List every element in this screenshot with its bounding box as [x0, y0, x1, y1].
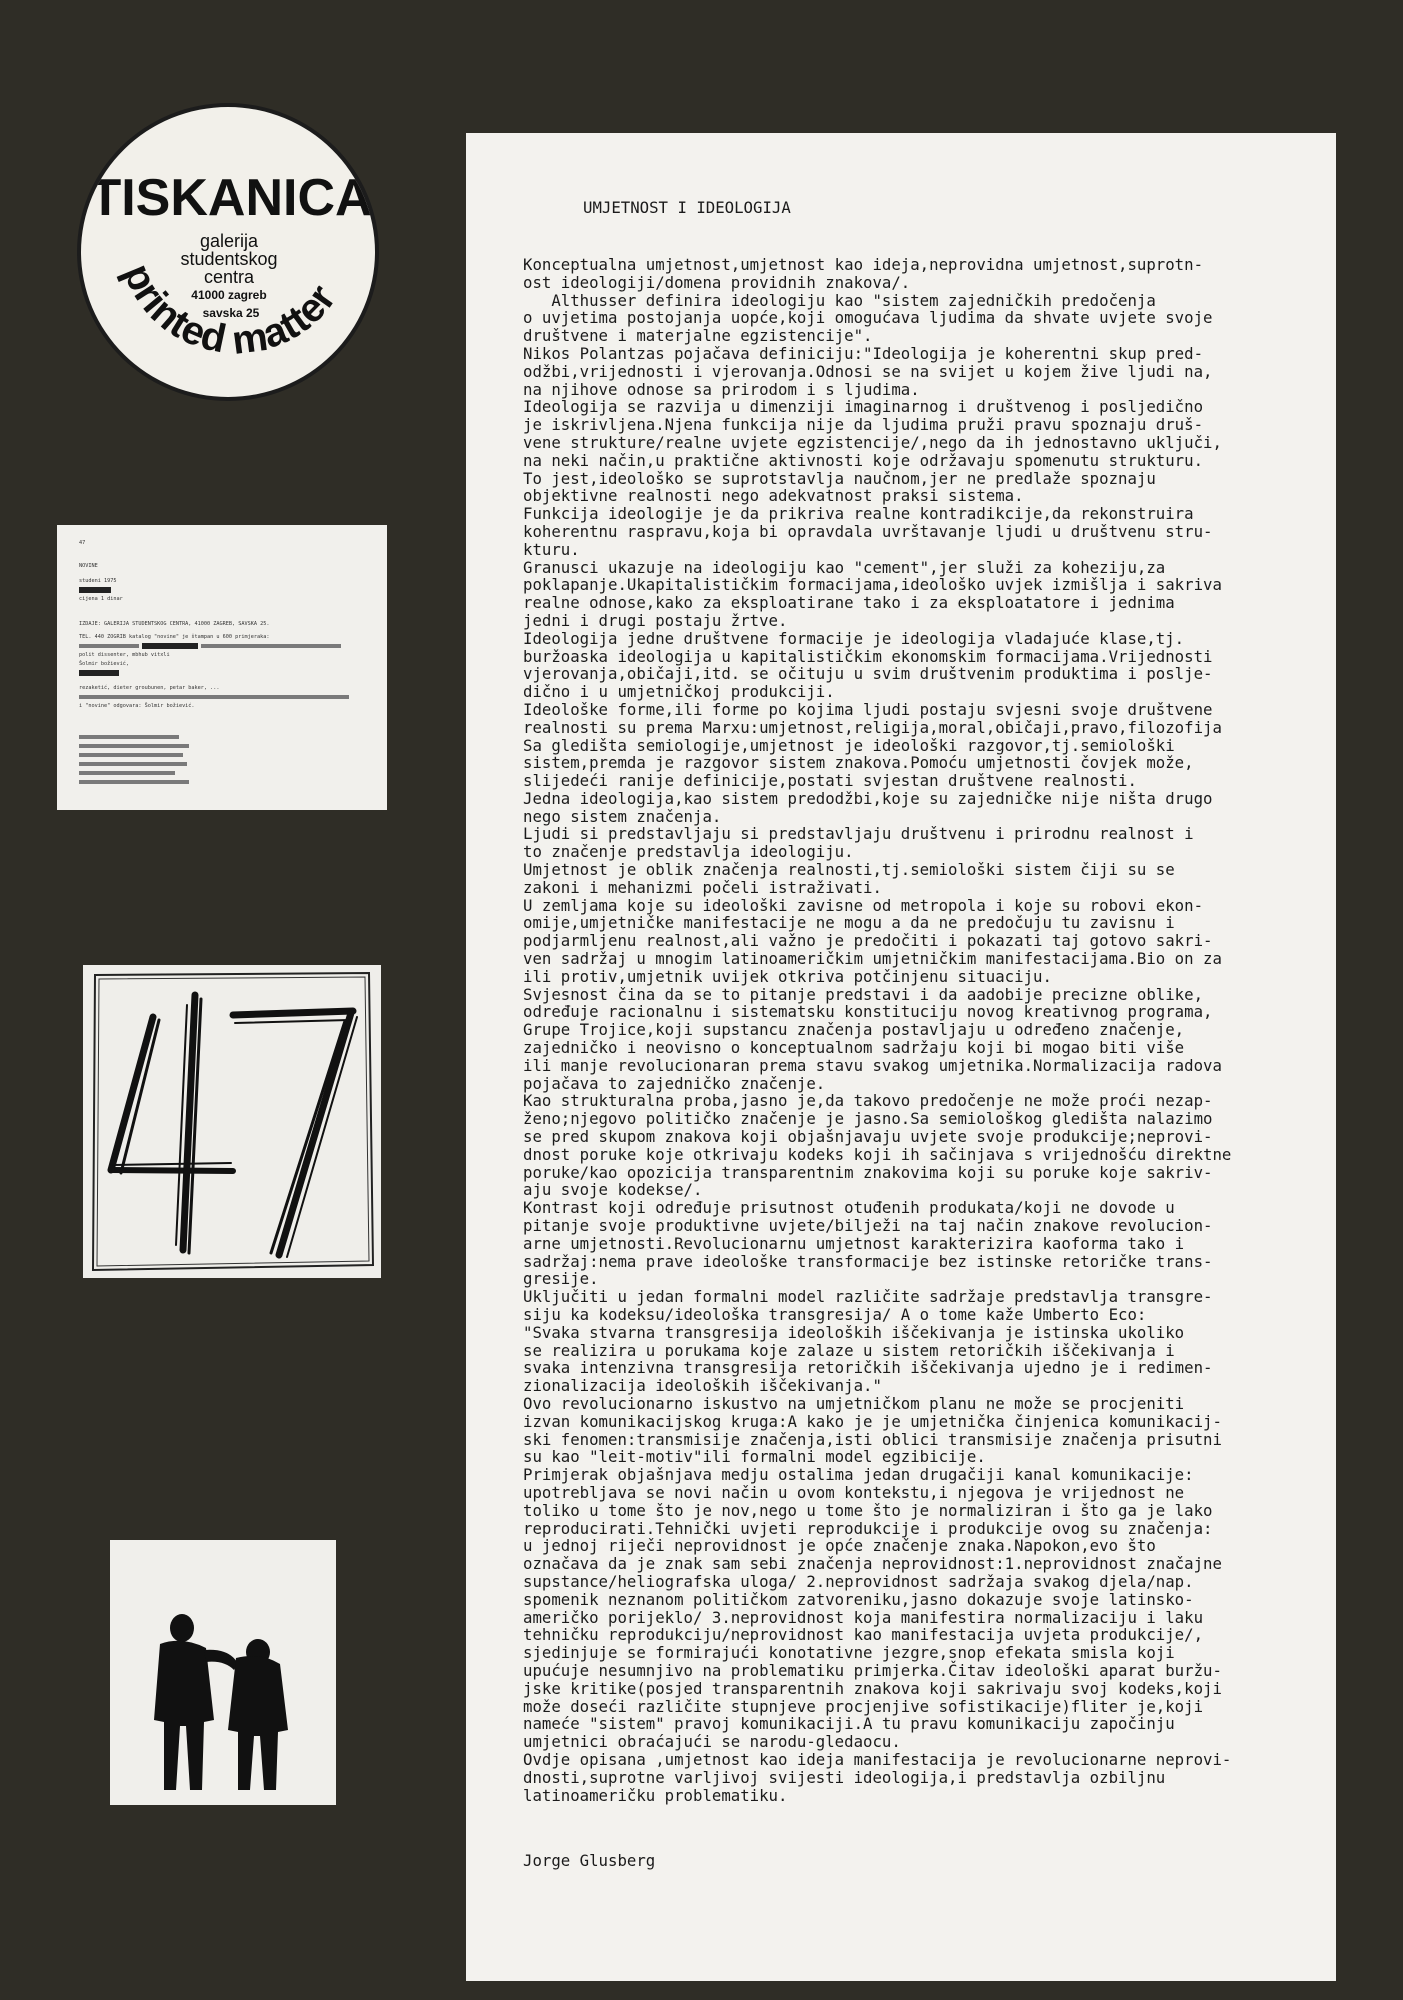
document-line: Sa gledišta semiologije,umjetnost je ideološki razgovor,tj.semiološki — [523, 735, 1175, 755]
document-line: se pred skupom znakova koji objašnjavaju uvjete svoje produkcije;neprovi- — [523, 1127, 1213, 1147]
two-figures-illustration — [110, 1540, 336, 1805]
document-line: upotrebljava se novi način u ovom kontekstu,i njegova je vrijednost ne — [523, 1482, 1185, 1502]
document-line: vene strukture/realne uvjete egzistencije/,nego da ih jednostavno uključi, — [523, 432, 1222, 452]
document-lines — [523, 256, 1323, 1804]
document-line: društvene i materjalne egzistencije". — [523, 326, 873, 346]
document-line: Ovo revolucionarno iskustvo na umjetničkom planu ne može se procjeniti — [523, 1393, 1185, 1413]
catalog-line: NOVINE — [79, 563, 98, 569]
stamp-gallery-line1: galerija — [199, 231, 259, 251]
document-line: jedni i drugi postaju žrtve. — [523, 610, 788, 630]
document-line: zakoni i mehanizmi počeli istraživati. — [523, 877, 882, 897]
issue-number-47 — [83, 965, 381, 1278]
document-line: omije,umjetničke manifestacije ne mogu a da ne predočuju tu zavisnu i — [523, 913, 1175, 933]
catalog-blurred-line — [79, 778, 365, 787]
document-line: To jest,ideološko se suprotstavlja naučnom,jer ne predlaže spoznaju — [523, 468, 1156, 488]
document-line: dnost poruke koje otkrivaju kodeks koji ih sačinjava s vrijednošću direktne — [523, 1144, 1232, 1164]
figures-card — [110, 1540, 336, 1805]
document-line: zionalizacija ideoloških iščekivanja." — [523, 1376, 882, 1396]
document-line: izvan komunikacijskog kruga:A kako je je umjetnička činjenica komunikacij- — [523, 1411, 1222, 1431]
catalog-blurred-line — [79, 769, 365, 778]
document-line: Ideološke forme,ili forme po kojima ljudi postaju svjesni svoje društvene — [523, 699, 1213, 719]
document-line: Kontrast koji određuje prisutnost otuđenih produkata/koji ne dovode u — [523, 1198, 1175, 1218]
document-line: ili protiv,umjetnik uvijek otkriva potčinjenu situaciju. — [523, 966, 1052, 986]
document-line: siju ka kodeksu/ideološka transgresija/ A o tome kaže Umberto Eco: — [523, 1305, 1147, 1324]
document-line: može doseći različite stupnjeve procjenjive sofistikacije)fliter je,koji — [523, 1696, 1204, 1716]
catalog-blurred-line — [79, 642, 365, 651]
document-body — [523, 163, 1323, 1905]
document-line: spomenik neznanom političkom zatvoreniku,jasno dokazuje svoje latinsko- — [523, 1589, 1194, 1609]
document-line: kturu. — [523, 539, 580, 559]
document-line: u jednoj riječi neprovidnost je opće značenje znaka.Napokon,evo što — [523, 1536, 1156, 1556]
document-line: buržoaska ideologija u kapitalističkim ekonomskim formacijama.Vrijednosti — [523, 646, 1213, 666]
stamp-gallery-line3: centra — [203, 267, 255, 287]
catalog-line: cijena 1 dinar — [79, 596, 123, 602]
stamp-postcode: 41000 zagreb — [191, 288, 267, 302]
document-line: ski fenomen:transmisije značenja,isti oblici transmisije značenja prisutni — [523, 1429, 1222, 1449]
document-line: Kao strukturalna proba,jasno je,da takovo predočenje ne može proći nezap- — [523, 1091, 1213, 1111]
document-line: Grupe Trojice,koji supstancu značenja postavljaju u određeno značenje, — [523, 1020, 1185, 1040]
document-line: odžbi,vrijednosti i vjerovanja.Odnosi se na svijet u kojem žive ljudi na, — [523, 361, 1213, 381]
catalog-blurred-line — [79, 751, 365, 760]
document-line: Primjerak objašnjava medju ostalima jedan drugačiji kanal komunikacije: — [523, 1465, 1194, 1485]
document-line: aju svoje kodekse/. — [523, 1180, 703, 1200]
document-line: sadržaj:nema prave ideološke transformacije bez istinske retoričke trans- — [523, 1251, 1213, 1271]
document-line: objektivne realnosti nego adekvatnost praksi sistema. — [523, 486, 1024, 506]
document-line: Jedna ideologija,kao sistem predodžbi,koje su zajedničke nije ništa drugo — [523, 788, 1213, 808]
catalog-blurred-line — [79, 733, 365, 742]
document-line: realnosti su prema Marxu:umjetnost,religija,moral,običaji,pravo,filozofija — [523, 717, 1222, 737]
catalog-blurred-line — [79, 693, 365, 702]
document-line: realne odnose,kako za eksploatirane tako i za eksploatatore i jednima — [523, 593, 1175, 613]
document-line: arne umjetnosti.Revolucionarnu umjetnost karakterizira kaoforma tako i — [523, 1233, 1185, 1253]
catalog-line: studeni 1975 — [79, 578, 117, 584]
document-line: ženo;njegovo političko značenje je jasno.Sa semiološkog gledišta nalazimo — [523, 1109, 1213, 1129]
document-line: Uključiti u jedan formalni model različite sadržaje predstavlja transgre- — [523, 1287, 1213, 1307]
tiskanica-logo — [81, 107, 379, 401]
stamp-title: TISKANICA — [89, 169, 373, 227]
document-line: latinoameričku problematiku. — [523, 1785, 788, 1805]
catalog-line: polit dissenter, mbhub vitxli — [79, 652, 170, 658]
document-line: se realizira u porukama koje zalaze u sistem retoričkih iščekivanja i — [523, 1340, 1175, 1360]
document-line: označava da je znak sam sebi značenja neprovidnost:1.neprovidnost značajne — [523, 1554, 1222, 1574]
document-line: pitanje svoje produktivne uvjete/bilježi na taj način znakove revolucion- — [523, 1216, 1213, 1236]
document-line: vjerovanja,običaji,itd. se očituju u svim društvenim produktima i poslje- — [523, 664, 1213, 684]
document-line: Nikos Polantzas pojačava definiciju:"Ideologija je koherentni skup pred- — [523, 343, 1204, 363]
document-line: koherentnu raspravu,koja bi opravdala uvrštavanje ljudi u društvenu stru- — [523, 521, 1213, 541]
stamp-arc-textpath: printed matter — [114, 257, 345, 363]
document-line: poklapanje.Ukapitalističkim formacijama,ideološko uvjek izmišlja i sakriva — [523, 575, 1222, 595]
document-line: dično i u umjetničkoj produkciji. — [523, 682, 835, 702]
document-signature: Jorge Glusberg — [523, 1850, 656, 1870]
document-line: jske kritike(posjed transparentnih znakova koji sakrivaju svoj kodeks,koji — [523, 1678, 1222, 1698]
document-line: reproducirati.Tehnički uvjeti reprodukcije i produkcije ovog su značenja: — [523, 1518, 1213, 1538]
document-line: Umjetnost je oblik značenja realnosti,tj.semiološki sistem čiji su se — [523, 860, 1175, 880]
document-line: podjarmljenu realnost,ali važno je predočiti i pokazati taj gotovo sakri- — [523, 931, 1213, 951]
catalog-blurred-line — [79, 742, 365, 751]
document-line: američko porijeklo/ 3.neprovidnost koja manifestira normalizaciju i laku — [523, 1607, 1204, 1627]
document-line: Konceptualna umjetnost,umjetnost kao ideja,neprovidna umjetnost,suprotn- — [523, 254, 1204, 274]
catalog-blurred-line — [79, 760, 365, 769]
document-line: na neki način,u praktične aktivnosti koje održavaju spomenutu strukturu. — [523, 450, 1204, 470]
document-line: Funkcija ideologije je da prikriva realne kontradikcije,da rekonstruira — [523, 504, 1194, 524]
document-line: Ideologija se razvija u dimenziji imaginarnog i društvenog i posljedično — [523, 397, 1204, 417]
tiskanica-stamp — [77, 103, 379, 401]
document-line: određuje racionalnu i sistematsku konstituciju novog kreativnog programa, — [523, 1002, 1213, 1022]
document-line: su kao "leit-motiv"ili formalni model egzibicije. — [523, 1447, 986, 1467]
document-line: nego sistem značenja. — [523, 806, 722, 826]
document-line: upućuje nesumnjivo na problematiku primjerka.Čitav ideološki aparat buržu- — [523, 1660, 1222, 1680]
document-line: Svjesnost čina da se to pitanje predstavi i da aadobije precizne oblike, — [523, 984, 1204, 1004]
stamp-gallery-line2: studentskog — [180, 249, 278, 269]
catalog-card — [57, 525, 387, 810]
typed-document-page — [466, 133, 1336, 1981]
catalog-line: 47 — [79, 540, 86, 546]
document-line: supstance/heliografska uloga/ 2.neprovidnost sadržaja svakog djela/nap. — [523, 1571, 1194, 1591]
document-line: dnosti,suprotne varljivoj svijesti ideologija,i predstavlja ozbiljnu — [523, 1767, 1166, 1787]
document-line: je iskrivljena.Njena funkcija nije da ljudima pruži pravu spoznaju druš- — [523, 415, 1204, 435]
catalog-line: IZDAJE: GALERIJA STUDENTSKOG CENTRA, 41000 ZAGREB, SAVSKA 25. — [79, 621, 270, 627]
document-line: ven sadržaj u mnogim latinoameričkim umjetničkim manifestacijama.Bio on za — [523, 949, 1222, 969]
document-line: svaka intenzivna transgresija retoričkih iščekivanja ujedno je i redimen- — [523, 1358, 1213, 1378]
document-line: pojačava to zajedničko značenje. — [523, 1073, 826, 1093]
document-line: poruke/kao opozicija transparentnim znakovima koji su poruke koje sakriv- — [523, 1162, 1213, 1182]
stamp-street: savska 25 — [202, 306, 260, 320]
document-line: slijedeći ranije definicije,postati svjestan društvene realnosti. — [523, 771, 1137, 791]
catalog-redaction — [79, 586, 365, 595]
document-line: Ovdje opisana ,umjetnost kao ideja manifestacija je revolucionarne neprovi- — [523, 1749, 1232, 1769]
catalog-line: TEL. 440 ZOGRIB katalog "novine" je štampan u 600 primjeraka: — [79, 634, 270, 640]
catalog-line: rezaketić, dieter groubunen, petar baker, ... — [79, 685, 220, 691]
document-line: tehničku reprodukciju/neprovidnost kao manifestacija uvjeta produkcije/, — [523, 1625, 1204, 1645]
document-line: sjedinjuje se formirajući konotativne jezgre,snop efekata smisla koji — [523, 1643, 1175, 1663]
document-line: to značenje predstavlja ideologiju. — [523, 842, 854, 862]
document-line: na njihove odnose sa prirodom i s ljudima. — [523, 379, 920, 399]
catalog-line: i "novine" odgovara: Šolmir božiević. — [79, 703, 195, 709]
document-line: ost ideologiji/domena providnih znakova/. — [523, 272, 911, 292]
document-line: nameće "sistem" pravoj komunikaciji.A tu pravu komunikaciju započinju — [523, 1714, 1175, 1734]
document-line: ili manje revolucionaran prema stavu svakog umjetnika.Normalizacija radova — [523, 1055, 1222, 1075]
issue-number-card — [83, 965, 381, 1278]
document-line: umjetnici obraćajući se narodu-gledaocu. — [523, 1732, 901, 1752]
document-line: toliko u tome što je nov,nego u tome što je normaliziran i što ga je lako — [523, 1500, 1213, 1520]
document-line: gresije. — [523, 1269, 599, 1289]
document-line: "Svaka stvarna transgresija ideoloških iščekivanja je istinska ukoliko — [523, 1322, 1185, 1342]
document-line: Althusser definira ideologiju kao "sistem zajedničkih predočenja — [523, 290, 1156, 310]
document-line: zajedničko i neovisno o konceptualnom sadržaju koji bi mogao biti više — [523, 1038, 1185, 1058]
catalog-redaction — [79, 669, 365, 678]
document-line: Ljudi si predstavljaju si predstavljaju društvenu i prirodnu realnost i — [523, 824, 1194, 844]
document-title: UMJETNOST I IDEOLOGIJA — [583, 197, 791, 217]
catalog-line: Šolmir božiević, — [79, 661, 129, 667]
document-line: Granusci ukazuje na ideologiju kao "cement",jer služi za koheziju,za — [523, 557, 1166, 577]
document-line: U zemljama koje su ideološki zavisne od metropola i koje su robovi ekon- — [523, 895, 1204, 915]
document-line: o uvjetima postojanja uopće,koji omogućava ljudima da shvate uvjete svoje — [523, 308, 1213, 328]
document-line: sistem,premda je razgovor sistem znakova.Pomoću umjetnosti čovjek može, — [523, 753, 1194, 773]
document-line: Ideologija jedne društvene formacije je ideologija vladajuće klase,tj. — [523, 628, 1185, 648]
